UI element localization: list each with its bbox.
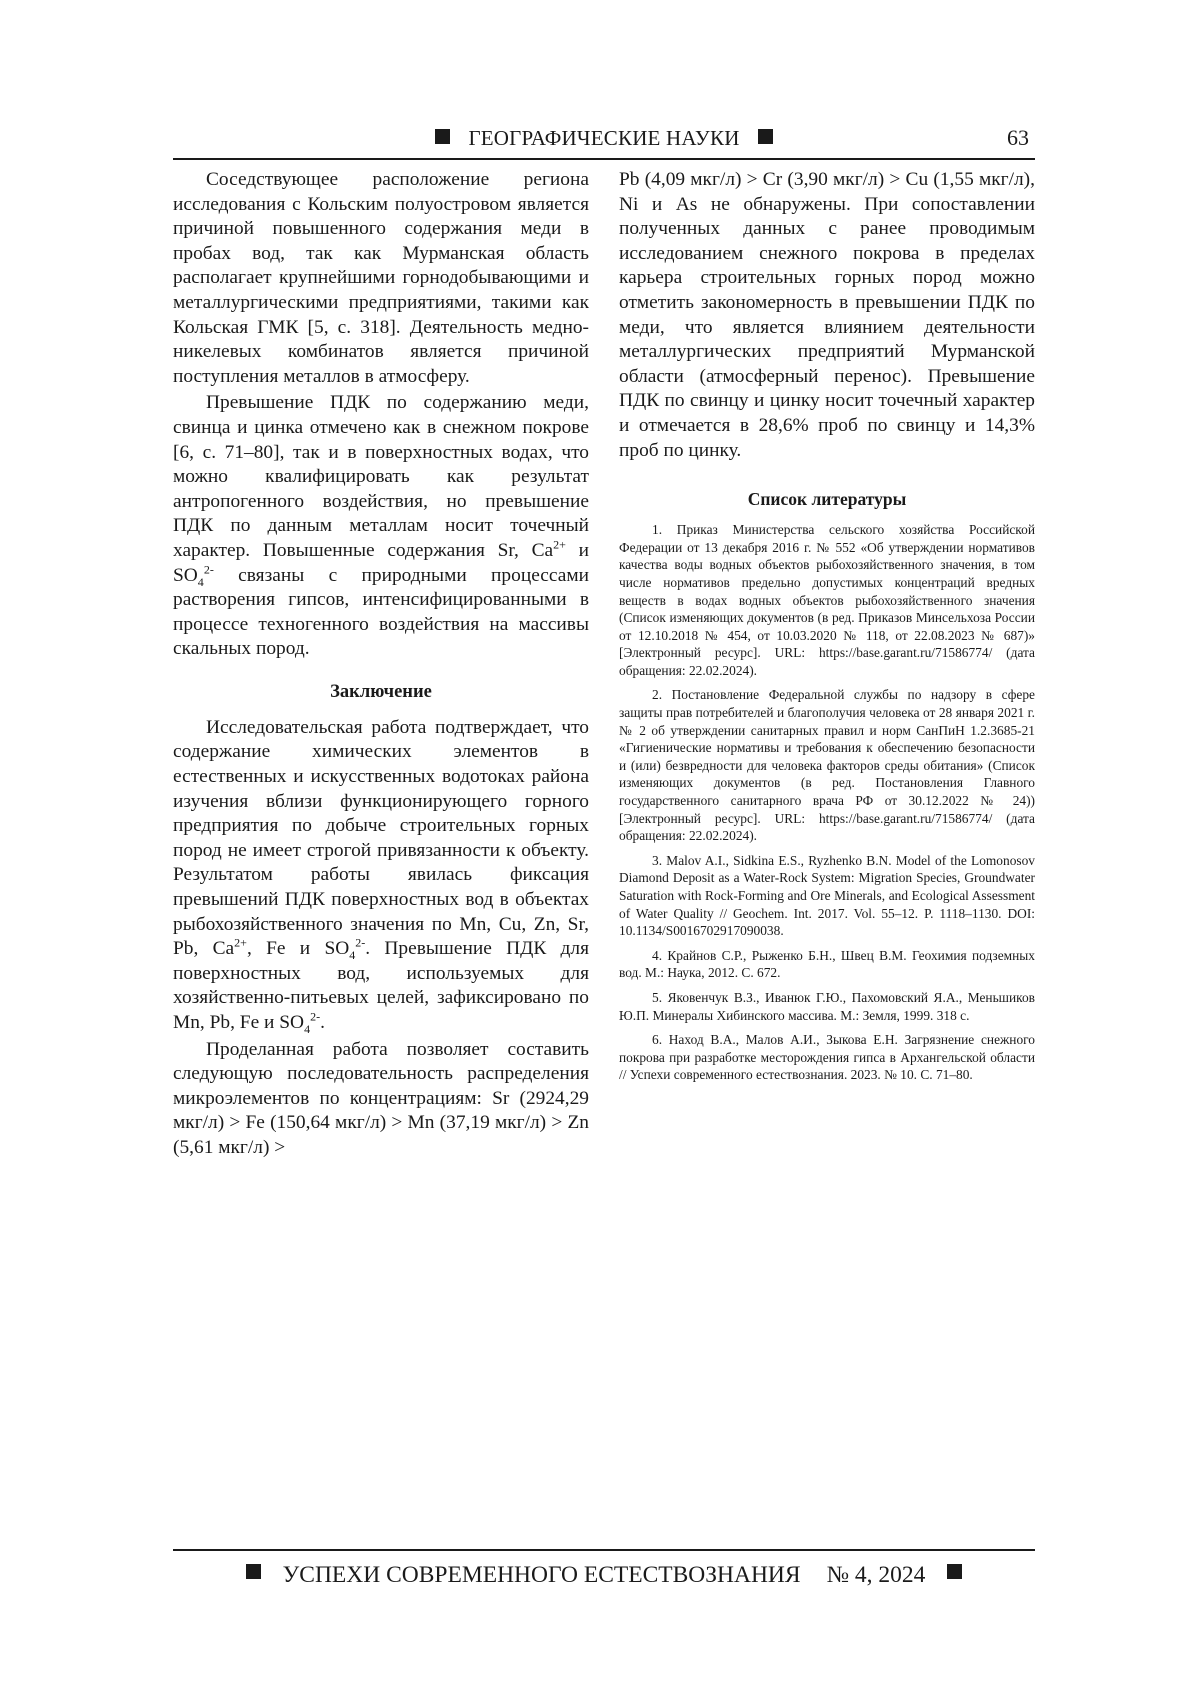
footer-line bbox=[173, 1560, 1035, 1590]
square-bullet-icon bbox=[435, 129, 450, 144]
reference-item: 5. Яковенчук В.З., Иванюк Г.Ю., Пахомовский Я.А., Меньшиков Ю.П. Минералы Хибинского массива. М.: Земля, 1999. 318 с. bbox=[619, 989, 1035, 1023]
references-heading: Список литературы bbox=[747, 489, 907, 510]
reference-item: 4. Крайнов С.Р., Рыженко Б.Н., Швец В.М. Геохимия подземных вод. М.: Наука, 2012. С. 672. bbox=[619, 947, 1035, 981]
paragraph: Pb (4,09 мкг/л) > Cr (3,90 мкг/л) > Cu (1,55 мкг/л), Ni и As не обнаружены. При сопоставлении полученных данных с ранее проводимым исследованием снежного покрова в пределах карьера строительных горных пород можно отметить закономерность в превышении ПДК по меди, что является влиянием деятельности металлургических предприятий Мурманской области (атмосферный перенос). Превышение ПДК по свинцу и цинку носит точечный характер и отмечается в 28,6% проб по свинцу и 14,3% проб по цинку. bbox=[619, 169, 1035, 461]
journal-title: УСПЕХИ СОВРЕМЕННОГО ЕСТЕСТВОЗНАНИЯ bbox=[282, 1562, 801, 1588]
reference-list bbox=[619, 521, 1035, 1084]
page-header bbox=[173, 122, 1035, 160]
square-bullet-icon bbox=[246, 1564, 261, 1579]
section-title: ГЕОГРАФИЧЕСКИЕ НАУКИ bbox=[468, 126, 740, 150]
reference-item: 2. Постановление Федеральной службы по надзору в сфере защиты прав потребителей и благополучия человека от 28 января 2021 г. № 2 об утверждении санитарных правил и норм СанПиН 1.2.3685-21 «Гигиенические нормативы и требования к обеспечению безопасности и (или) безвредности для человека факторов среды обитания» (Список изменяющих документов (в ред. Постановления Главного государственного санитарного врача РФ от 30.12.2022 № 24)) [Электронный ресурс]. URL: https://base.garant.ru/71586774/ (дата обращения: 22.02.2024). bbox=[619, 687, 1035, 844]
right-column bbox=[619, 168, 1035, 1091]
paragraph: Проделанная работа позволяет составить следующую последовательность распределения микроэлементов по концентрациям: Sr (2924,29 мкг/л) > Fe (150,64 мкг/л) > Mn (37,19 мкг/л) > Zn (5,61 мкг/л) > bbox=[173, 1038, 589, 1158]
reference-item: 1. Приказ Министерства сельского хозяйства Российской Федерации от 13 декабря 2016 г. № 552 «Об утверждении нормативов качества воды водных объектов рыбохозяйственного значения, в том числе нормативов предельно допустимых концентраций вредных веществ в водах водных объектов рыбохозяйственного значения (Список изменяющих документов (в ред. Приказов Минсельхоза России от 12.10.2018 № 454, от 10.03.2020 № 118, от 22.08.2023 № 687)» [Электронный ресурс]. URL: https://base.garant.ru/71586774/ (дата обращения: 22.02.2024). bbox=[619, 522, 1035, 678]
page-number: 63 bbox=[1007, 125, 1029, 150]
reference-item: 6. Наход В.А., Малов А.И., Зыкова Е.Н. Загрязнение снежного покрова при разработке месторождения гипса в Архангельской области // Успехи современного естествознания. 2023. № 10. С. 71–80. bbox=[619, 1032, 1035, 1083]
paragraph: Исследовательская работа подтверждает, что содержание химических элементов в естественных и искусственных водотоках района изучения вблизи функционирующего горного предприятия по добыче строительных горных пород не имеет строгой привязанности к объекту. Результатом работы явилась фиксация превышений ПДК поверхностных вод в объектах рыбохозяйственного значения по Mn, Cu, Zn, Sr, Pb, $Ca^{2+}$, Fe и $SO_4^{2-}$. Превышение ПДК для поверхностных вод, используемых для хозяйственно-питьевых целей, зафиксировано по Mn, Pb, Fe и $SO_4^{2-}$. bbox=[173, 716, 590, 1036]
paragraph: Превышение ПДК по содержанию меди, свинца и цинка отмечено как в снежном покрове [6, с. 71–80], так и в поверхностных водах, что можно квалифицировать как результат антропогенного воздействия, но превышение ПДК по данным металлам носит точечный характер. Повышенные содержания Sr, $Ca^{2+}$ и $SO_4^{2-}$ связаны с природными процессами растворения гипсов, интенсифицированными в процессе техногенного воздействия на массивы скальных пород. bbox=[173, 392, 589, 660]
reference-item: 3. Malov A.I., Sidkina E.S., Ryzhenko B.N. Model of the Lomonosov Diamond Deposit as a Water-Rock System: Migration Species, Groundwater Saturation with Rock-Forming and Ore Minerals, and Ecological Assessment of Water Quality // Geochem. Int. 2017. Vol. 55–12. P. 1118–1130. DOI: 10.1134/S0016702917090038. bbox=[619, 852, 1035, 939]
section-heading-conclusion: Заключение bbox=[330, 681, 432, 702]
square-bullet-icon bbox=[758, 129, 773, 144]
issue-number: № 4, 2024 bbox=[826, 1562, 926, 1588]
square-bullet-icon bbox=[947, 1564, 962, 1579]
paragraph: Соседствующее расположение региона исследования с Кольским полуостровом является причиной повышенного содержания меди в пробах вод, так как Мурманская область располагает крупнейшими горнодобывающими и металлургическими предприятиями, такими как Кольская ГМК [5, с. 318]. Деятельность медно-никелевых комбинатов является причиной поступления металлов в атмосферу. bbox=[173, 169, 589, 387]
left-column bbox=[173, 168, 589, 1161]
page-footer bbox=[173, 1549, 1035, 1591]
header-section-line bbox=[173, 122, 1035, 154]
